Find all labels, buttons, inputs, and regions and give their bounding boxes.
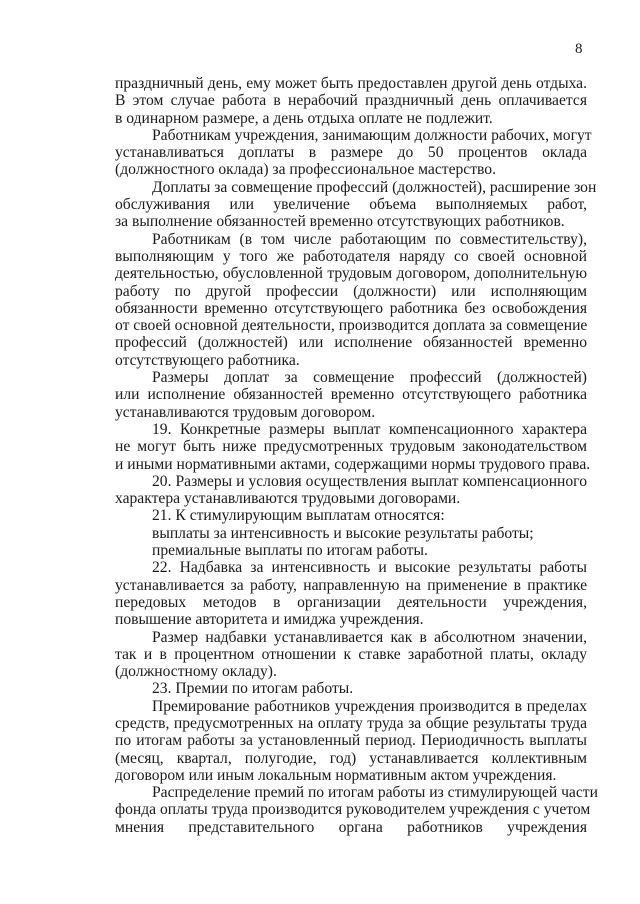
text-line: за выполнение обязанностей временно отсутствующих работников. (115, 213, 565, 231)
body-text (115, 75, 598, 836)
text-line: праздничный день, ему может быть предоставлен другой день отдыха. (115, 75, 587, 92)
text-line: деятельностью, обусловленной трудовым договором, дополнительную (115, 265, 587, 283)
text-line: отсутствующего работника. (115, 351, 300, 369)
text-line: устанавливаться доплаты в размере до 50 процентов оклада (115, 144, 587, 162)
text-line: выплаты за интенсивность и высокие результаты работы; (152, 524, 534, 542)
text-line: не могут быть ниже предусмотренных трудовым законодательством (115, 438, 587, 456)
text-line: повышение авторитета и имиджа учреждения. (115, 611, 424, 629)
text-line: Доплаты за совмещение профессий (должностей), расширение зон (152, 178, 597, 196)
text-line: 21. К стимулирующим выплатам относятся: (152, 507, 445, 525)
text-line: Распределение премий по итогам работы из стимулирующей части (152, 784, 598, 802)
text-line: характера устанавливаются трудовыми договорами. (115, 490, 461, 508)
text-line: (должностного оклада) за профессиональное мастерство. (115, 161, 496, 179)
text-line: Размер надбавки устанавливается как в абсолютном значении, (152, 628, 587, 646)
text-line: обязанности временно отсутствующего работника без освобождения (115, 299, 587, 317)
text-line: обслуживания или увеличение объема выполняемых работ, (115, 196, 587, 214)
text-line: устанавливаются трудовым договором. (115, 403, 376, 421)
text-line: в одинарном размере, а день отдыха оплате не подлежит. (115, 109, 493, 127)
page-number: 8 (575, 41, 583, 57)
text-line: (должностному окладу). (115, 663, 277, 681)
text-line: 20. Размеры и условия осуществления выплат компенсационного (152, 472, 587, 490)
text-line: Работникам учреждения, занимающим должности рабочих, могут (152, 126, 592, 144)
text-line: фонда оплаты труда производится руководителем учреждения с учетом (115, 801, 591, 819)
text-line: устанавливается за работу, направленную на применение в практике (115, 576, 587, 594)
text-line: работу по другой профессии (должности) или исполняющим (115, 282, 587, 300)
text-line: так и в процентном отношении к ставке заработной платы, окладу (115, 645, 587, 663)
text-line: или исполнение обязанностей временно отсутствующего работника (115, 386, 587, 404)
text-line: В этом случае работа в нерабочий праздничный день оплачивается (115, 92, 587, 110)
text-line: 23. Премии по итогам работы. (152, 680, 354, 698)
text-line: мнения представительного органа работников учреждения (115, 818, 587, 836)
text-line: (месяц, квартал, полугодие, год) устанавливается коллективным (115, 749, 587, 767)
text-line: Премирование работников учреждения производится в пределах (152, 697, 587, 715)
text-line: Размеры доплат за совмещение профессий (должностей) (152, 369, 587, 387)
text-line: средств, предусмотренных на оплату труда за общие результаты труда (115, 714, 587, 732)
text-line: по итогам работы за установленный период. Периодичность выплаты (115, 732, 587, 750)
text-line: премиальные выплаты по итогам работы. (152, 542, 428, 560)
text-line: договором или иным локальным нормативным актом учреждения. (115, 766, 557, 784)
text-line: 22. Надбавка за интенсивность и высокие результаты работы (152, 559, 587, 577)
text-line: Работникам (в том числе работающим по совместительству), (152, 230, 587, 248)
text-line: передовых методов в организации деятельности учреждения, (115, 593, 587, 611)
text-line: и иными нормативными актами, содержащими нормы трудового права. (115, 455, 591, 473)
text-line: профессий (должностей) или исполнение обязанностей временно (115, 334, 587, 352)
text-line: от своей основной деятельности, производится доплата за совмещение (115, 317, 588, 335)
text-line: выполняющим у того же работодателя наряду со своей основной (115, 247, 587, 265)
text-line: 19. Конкретные размеры выплат компенсационного характера (152, 420, 587, 438)
